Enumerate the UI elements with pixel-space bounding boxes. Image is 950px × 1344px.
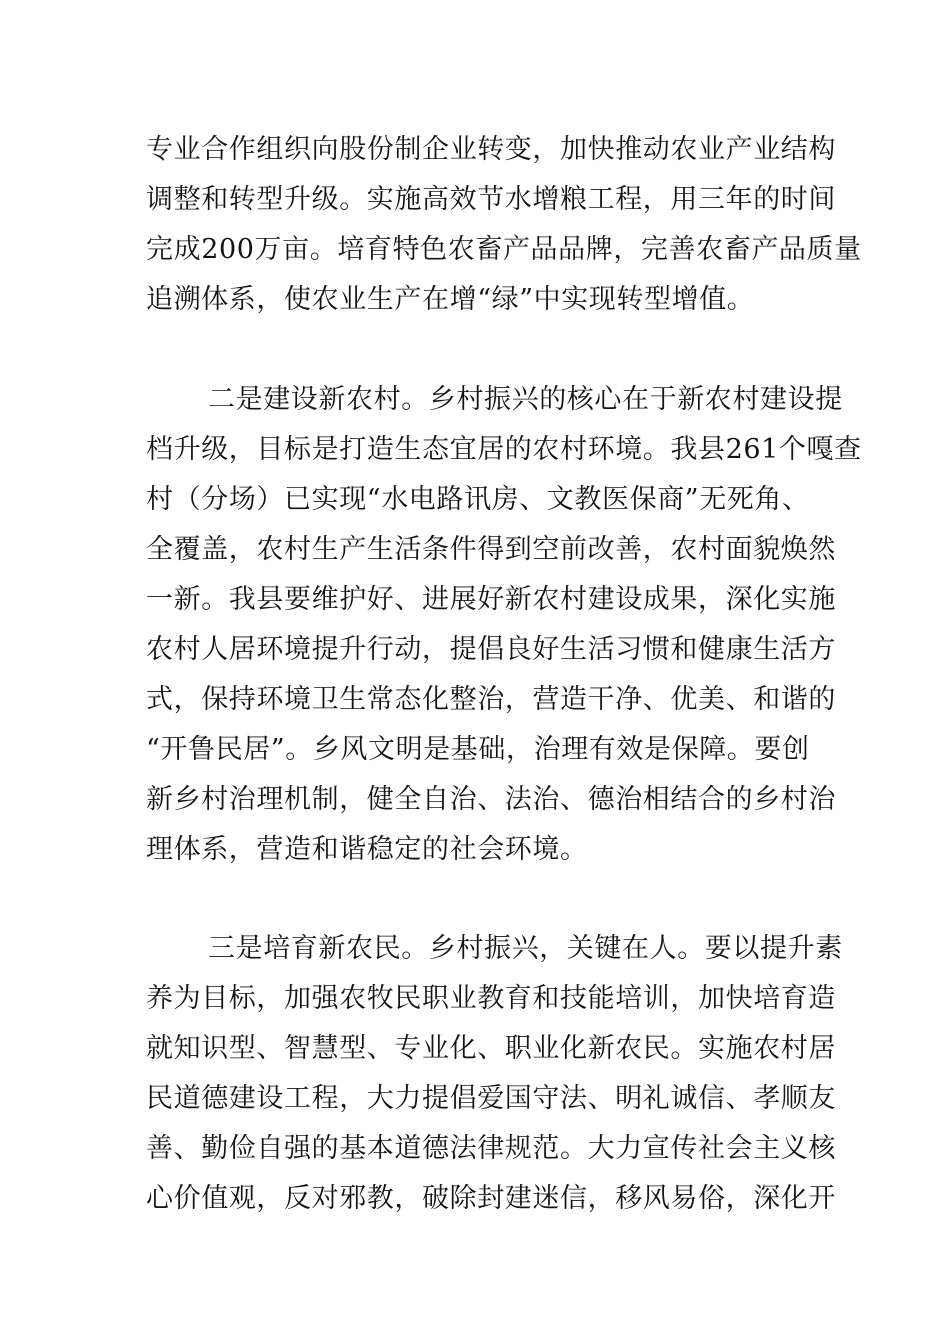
paragraph-line: 心价值观，反对邪教，破除封建迷信，移风易俗，深化开 bbox=[146, 1183, 836, 1214]
paragraph-line: 养为目标，加强农牧民职业教育和技能培训，加快培育造 bbox=[146, 983, 836, 1014]
paragraph-line: 民道德建设工程，大力提倡爱国守法、明礼诚信、孝顺友 bbox=[146, 1083, 836, 1114]
paragraph-line: 一新。我县要维护好、进展好新农村建设成果，深化实施 bbox=[146, 584, 836, 615]
paragraph-line: 二是建设新农村。乡村振兴的核心在于新农村建设提 bbox=[208, 384, 843, 415]
paragraph-line: 追溯体系，使农业生产在增“绿”中实现转型增值。 bbox=[146, 284, 755, 315]
paragraph-line: 完成200万亩。培育特色农畜产品品牌，完善农畜产品质量 bbox=[146, 234, 862, 265]
paragraph-line: 农村人居环境提升行动，提倡良好生活习惯和健康生活方 bbox=[146, 634, 836, 665]
paragraph-line: “开鲁民居”。乡风文明是基础，治理有效是保障。要创 bbox=[146, 734, 810, 765]
paragraph-line: 理体系，营造和谐稳定的社会环境。 bbox=[146, 834, 588, 865]
paragraph-line: 式，保持环境卫生常态化整治，营造干净、优美、和谐的 bbox=[146, 684, 836, 715]
paragraph-line: 专业合作组织向股份制企业转变，加快推动农业产业结构 bbox=[146, 134, 836, 165]
paragraph-line: 村（分场）已实现“水电路讯房、文教医保商”无死角、 bbox=[146, 484, 810, 515]
paragraph-line: 善、勤俭自强的基本道德法律规范。大力宣传社会主义核 bbox=[146, 1133, 836, 1164]
paragraph-line: 全覆盖，农村生产生活条件得到空前改善，农村面貌焕然 bbox=[146, 534, 836, 565]
paragraph-line: 三是培育新农民。乡村振兴，关键在人。要以提升素 bbox=[208, 933, 843, 964]
paragraph-line: 新乡村治理机制，健全自治、法治、德治相结合的乡村治 bbox=[146, 784, 836, 815]
paragraph-line: 档升级，目标是打造生态宜居的农村环境。我县261个嘎查 bbox=[146, 434, 862, 465]
paragraph-line: 就知识型、智慧型、专业化、职业化新农民。实施农村居 bbox=[146, 1033, 836, 1064]
paragraph-line: 调整和转型升级。实施高效节水增粮工程，用三年的时间 bbox=[146, 184, 836, 215]
